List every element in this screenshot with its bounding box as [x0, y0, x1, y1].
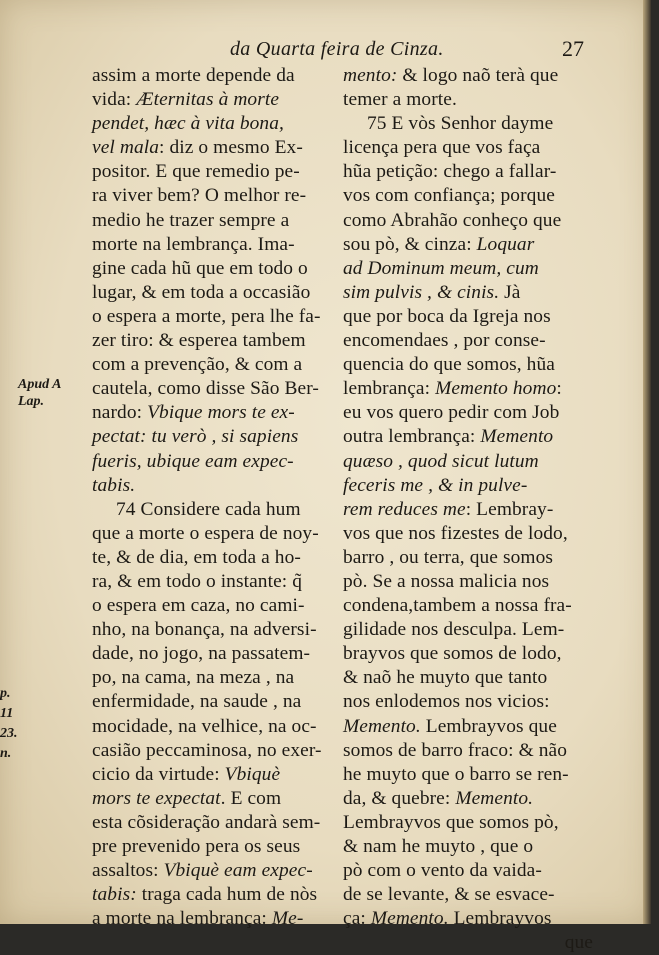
text-run: Memento homo — [435, 378, 557, 400]
text-run: traga cada hum de nòs — [136, 884, 318, 906]
text-run: brayvos que somos de lodo, — [343, 643, 562, 665]
text-line — [343, 474, 593, 498]
text-line — [92, 666, 332, 690]
text-run: vida: — [92, 89, 137, 111]
text-line — [343, 329, 593, 353]
text-line — [343, 257, 593, 281]
text-line — [343, 209, 593, 233]
text-line — [92, 112, 332, 136]
page-number: 27 — [562, 36, 584, 61]
text-run: pò. Se a nossa malicia nos — [343, 570, 550, 592]
text-run: Lembrayvos que — [420, 715, 557, 737]
text-run: que a morte o espera de noy- — [92, 522, 319, 544]
text-line — [92, 522, 332, 546]
text-run: mocidade, na velhice, na oc- — [92, 715, 317, 737]
text-run: : — [556, 378, 562, 400]
text-line — [343, 233, 593, 257]
text-line — [343, 425, 593, 449]
text-run: Memento. — [455, 787, 534, 809]
text-line — [92, 859, 332, 883]
text-run: zer tiro: & esperea tambem — [92, 330, 306, 352]
text-line — [343, 594, 593, 618]
text-line — [343, 112, 593, 136]
text-run: que por boca da Igreja nos — [343, 305, 551, 327]
text-line — [343, 160, 593, 184]
text-line — [92, 233, 332, 257]
text-run: como Abrahão conheço que — [343, 209, 562, 231]
text-run: Vbiquè — [224, 763, 281, 785]
text-run: vel mala — [92, 137, 160, 159]
text-run: positor. E que remedio pe- — [92, 161, 300, 183]
text-run: : Lembray- — [465, 498, 554, 520]
text-run: ad Dominum meum, cum — [343, 257, 539, 279]
text-run: nho, na bonança, na adversi- — [92, 619, 317, 641]
text-line — [343, 739, 593, 763]
left-text-column — [92, 64, 332, 931]
text-line — [343, 907, 593, 931]
text-run: & naõ he muyto que tanto — [343, 667, 548, 689]
text-line — [343, 136, 593, 160]
text-run: dade, no jogo, na passatem- — [92, 643, 311, 665]
text-line — [343, 184, 593, 208]
text-run: & nam he muyto , que o — [343, 836, 534, 857]
text-run: somos de barro fraco: & não — [343, 739, 568, 761]
text-run: o espera em caza, no cami- — [92, 595, 305, 617]
text-line — [92, 377, 332, 401]
text-run: barro , ou terra, que somos — [343, 546, 554, 568]
text-line — [343, 377, 593, 401]
text-run: morte na lembrança. Ima- — [92, 233, 295, 255]
text-run: o espera a morte, pera lhe fa- — [92, 305, 321, 327]
text-run: mors te expectat — [92, 787, 221, 809]
text-line — [343, 353, 593, 377]
text-run: Memento. — [370, 908, 449, 930]
text-line — [92, 209, 332, 233]
text-line — [343, 666, 593, 690]
text-line — [343, 618, 593, 642]
text-line — [92, 835, 332, 859]
text-line — [92, 281, 332, 305]
text-line — [92, 763, 332, 787]
text-run: he muyto que o barro se ren- — [343, 763, 569, 785]
text-run: pectat: tu verò , si sapiens — [92, 426, 299, 448]
text-run: cicio da virtude: — [92, 763, 225, 785]
text-run: licença pera que vos faça — [343, 137, 541, 159]
margin-cut-line: p. 11 — [0, 686, 14, 721]
text-run: temer a morte. — [343, 89, 457, 111]
text-run: gilidade nos desculpa. Lem- — [343, 619, 565, 641]
text-run: a morte na lembrança: — [92, 908, 272, 930]
text-run: po, na cama, na meza , na — [92, 667, 295, 689]
margin-cut-line: n. — [0, 746, 12, 761]
text-run: ra viver bem? O melhor re- — [92, 185, 307, 207]
margin-note-line: Lap. — [18, 394, 45, 409]
text-run: : diz o mesmo Ex- — [159, 137, 303, 159]
text-line — [92, 353, 332, 377]
text-line — [92, 642, 332, 666]
text-run: de se levante, & se esvace- — [343, 884, 555, 906]
text-run: quæso , quod sicut lutum — [343, 450, 539, 472]
text-run: encomendaes , por conse- — [343, 330, 546, 352]
text-run: Memento — [480, 426, 554, 448]
text-run: casião peccaminosa, no exer- — [92, 739, 322, 761]
text-line — [92, 450, 332, 474]
text-line — [92, 715, 332, 739]
text-run: eu vos quero pedir com Job — [343, 402, 560, 424]
text-line — [343, 642, 593, 666]
text-run: nos enlodemos nos vicios: — [343, 691, 550, 713]
text-line — [343, 546, 593, 570]
text-run: Lembrayvos que somos pò, — [343, 811, 559, 833]
text-line — [92, 160, 332, 184]
text-line — [343, 522, 593, 546]
text-run: lembrança: — [343, 378, 436, 400]
text-run: ra, & em todo o instante: q̃ — [92, 570, 303, 592]
margin-cut-note — [0, 684, 18, 764]
text-run: vos com confiança; porque — [343, 185, 555, 207]
page-edge — [643, 0, 651, 924]
right-text-column — [343, 64, 593, 955]
text-line — [92, 883, 332, 907]
text-run: quencia do que somos, hũa — [343, 354, 555, 376]
text-run: medio he trazer sempre a — [92, 209, 290, 231]
text-run: enfermidade, na saude , na — [92, 691, 302, 713]
margin-note — [18, 376, 98, 410]
text-line — [92, 136, 332, 160]
text-run: feceris me , & in pulve- — [343, 474, 528, 496]
text-run: esta cõsideração andarà sem- — [92, 811, 321, 833]
text-line — [92, 329, 332, 353]
text-run: mento: — [343, 65, 398, 86]
text-line — [92, 64, 332, 88]
text-line — [343, 931, 593, 955]
text-run: Vbique mors te ex- — [147, 402, 295, 424]
text-run: cautela, como disse São Ber- — [92, 378, 319, 400]
text-line — [92, 907, 332, 931]
text-line — [92, 811, 332, 835]
text-run: & logo naõ terà que — [397, 65, 559, 86]
text-run: Me- — [271, 908, 304, 930]
text-run: Loquar — [476, 233, 535, 255]
text-line — [343, 498, 593, 522]
text-run: lugar, & em toda a occasião — [92, 281, 311, 303]
text-line — [92, 425, 332, 449]
text-line — [343, 88, 593, 112]
text-run: tabis. — [92, 474, 136, 496]
text-run: Memento. — [343, 715, 421, 737]
running-head: da Quarta feira de Cinza. — [230, 38, 444, 60]
text-line — [343, 835, 593, 859]
text-line — [343, 763, 593, 787]
text-run: sou pò, & cinza: — [343, 233, 477, 255]
text-run: nardo: — [92, 402, 148, 424]
text-line — [92, 88, 332, 112]
text-run: sim pulvis , & cinis. — [343, 281, 500, 303]
text-line — [92, 618, 332, 642]
text-line — [343, 811, 593, 835]
text-line — [343, 64, 593, 88]
text-run: Æternitas à morte — [136, 89, 280, 111]
text-line — [92, 257, 332, 281]
text-line — [92, 739, 332, 763]
text-line — [92, 546, 332, 570]
text-line — [92, 570, 332, 594]
text-line — [343, 570, 593, 594]
text-line — [92, 401, 332, 425]
text-line — [92, 594, 332, 618]
text-line — [92, 787, 332, 811]
text-run: pendet, hæc à vita bona, — [92, 113, 284, 135]
text-run: vos que nos fizestes de lodo, — [343, 522, 568, 544]
text-run: gine cada hũ que em todo o — [92, 257, 308, 279]
text-run: fueris, ubique eam expec- — [92, 450, 294, 472]
text-run: com a prevenção, & com a — [92, 354, 303, 376]
text-run: 74 Considere cada hum — [116, 498, 301, 520]
text-run: 75 E vòs Senhor dayme — [367, 113, 554, 135]
margin-note-line: Apud A — [18, 377, 62, 392]
text-line — [343, 450, 593, 474]
text-line — [343, 401, 593, 425]
text-run: . E com — [220, 787, 282, 809]
text-line — [343, 715, 593, 739]
text-line — [92, 184, 332, 208]
text-line — [92, 305, 332, 329]
text-run: outra lembrança: — [343, 426, 481, 448]
text-line — [343, 281, 593, 305]
text-run: rem reduces me — [343, 498, 466, 520]
text-run: hũa petição: chego a fallar- — [343, 161, 557, 183]
text-line — [343, 859, 593, 883]
text-line — [343, 787, 593, 811]
text-run: condena,tambem a nossa fra- — [343, 595, 572, 617]
text-run: te, & de dia, em toda a ho- — [92, 546, 301, 568]
text-run: da, & quebre: — [343, 787, 456, 809]
text-run: que — [564, 932, 593, 954]
text-line — [92, 498, 332, 522]
text-run: Lembrayvos — [448, 908, 552, 930]
text-run: assim a morte depende da — [92, 65, 295, 86]
text-run: pre prevenido pera os seus — [92, 836, 301, 857]
text-run: Jà — [499, 281, 521, 303]
text-run: pò com o vento da vaida- — [343, 860, 542, 882]
margin-cut-line: 23. — [0, 726, 18, 741]
text-line — [92, 690, 332, 714]
text-line — [92, 474, 332, 498]
text-run: tabis: — [92, 884, 137, 906]
text-line — [343, 305, 593, 329]
text-run: ça: — [343, 908, 371, 930]
text-run: Vbiquè eam expec- — [163, 860, 313, 882]
text-line — [343, 883, 593, 907]
text-run: assaltos: — [92, 860, 164, 882]
text-line — [343, 690, 593, 714]
